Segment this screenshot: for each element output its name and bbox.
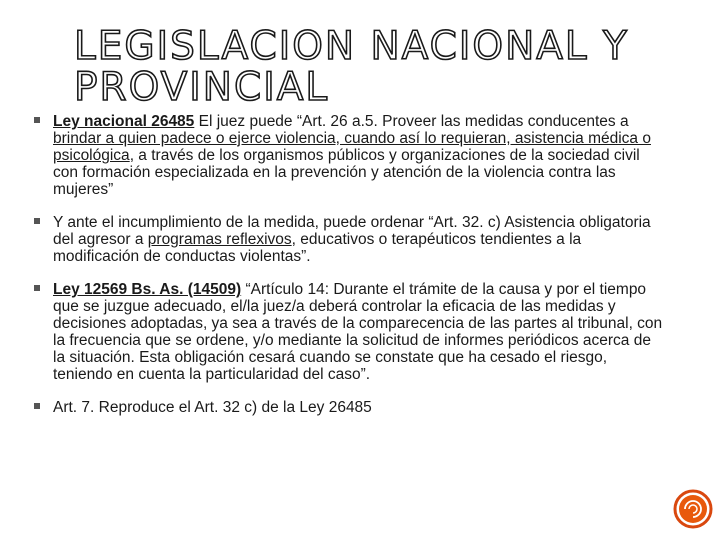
law-reference: Ley nacional 26485 xyxy=(53,113,195,130)
bullet-text: El juez puede “Art. 26 a.5. Proveer las medidas conducentes a xyxy=(194,113,629,130)
square-bullet-icon xyxy=(34,218,40,224)
bullet-item-art-7 xyxy=(34,399,664,416)
bullet-text: , educativos o terapéuticos tendientes a la modificación de conductas violentas”. xyxy=(53,231,582,265)
bullet-text: , a través de los organismos públicos y organizaciones de la sociedad civil con formación especializada en la prevención y atención de la violencia contra las mujeres” xyxy=(53,147,640,198)
circle-badge-icon xyxy=(673,489,713,529)
bullet-text: “Artículo 14: Durante el trámite de la causa y por el tiempo que se juzgue adecuado, el/la juez/a deberá controlar la eficacia de las medidas y decisiones adoptadas, ya sea a través de la comparecencia de las partes al tribunal, con la frecuencia que se ordene, y/o mediante la solicitud de informes periódicos acerca de la situación. Esta obligación cesará cuando se constate que ha cesado el riesgo, teniendo en cuenta la particularidad del caso”. xyxy=(53,281,663,383)
square-bullet-icon xyxy=(34,117,40,123)
square-bullet-icon xyxy=(34,285,40,291)
badge-inner-disc xyxy=(679,495,707,523)
law-reference: Ley 12569 Bs. As. (14509) xyxy=(53,281,242,298)
bullet-text: Y ante el incumplimiento de la medida, puede ordenar “Art. 32. c) Asistencia obligatoria del agresor a xyxy=(53,214,651,248)
bullet-text: Art. 7. Reproduce el Art. 32 c) de la Ley 26485 xyxy=(53,399,372,416)
bullet-list xyxy=(34,113,664,432)
title-line-1: LEGISLACION NACIONAL Y xyxy=(74,24,629,69)
title-line-2: PROVINCIAL xyxy=(74,65,330,110)
bullet-item-ley-provincial xyxy=(34,281,664,383)
underlined-text: brindar a quien padece o ejerce violencia, cuando así lo requieran, asistencia médica o psicológica xyxy=(53,130,651,164)
bullet-item-ley-nacional xyxy=(34,113,664,198)
page-title xyxy=(74,26,694,108)
square-bullet-icon xyxy=(34,403,40,409)
underlined-text: programas reflexivos xyxy=(147,231,292,248)
bullet-item-incumplimiento xyxy=(34,214,664,265)
